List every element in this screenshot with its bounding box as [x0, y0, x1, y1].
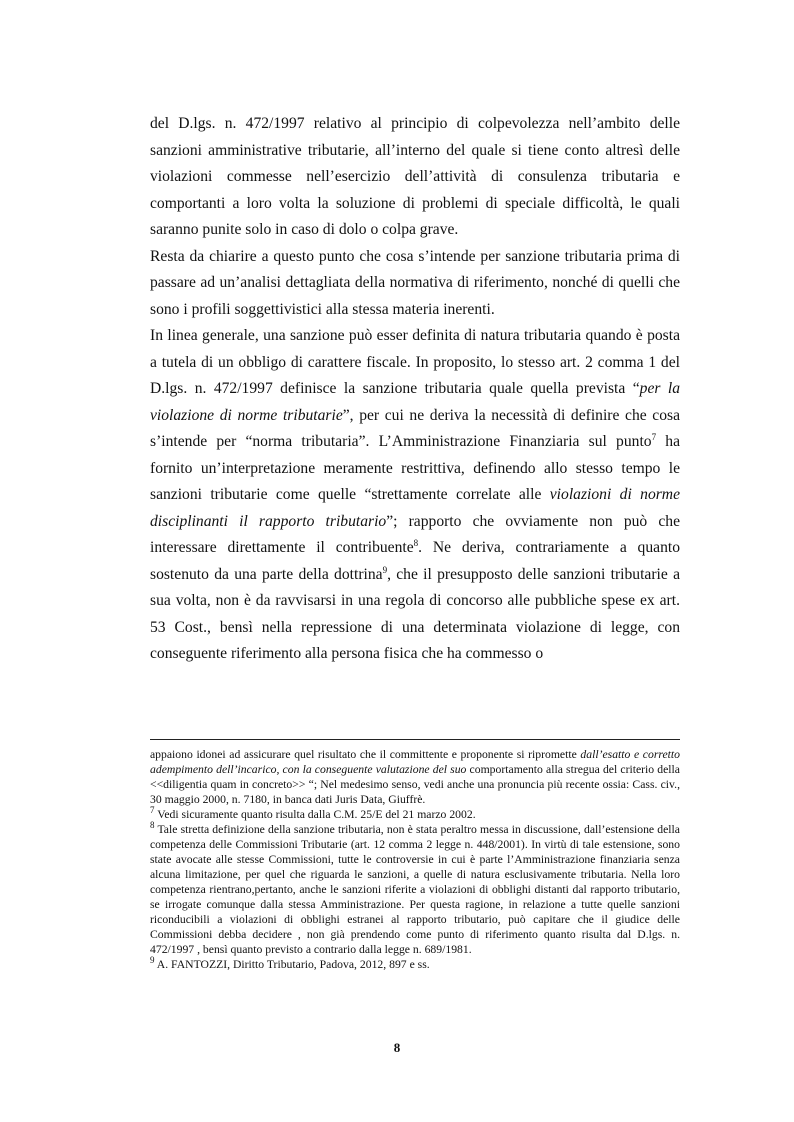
footnote-separator	[150, 739, 680, 740]
page-number: 8	[393, 1040, 401, 1055]
footnote-8	[150, 822, 680, 957]
footnote-continuation-part-c: comportamento alla stregua del criterio della <<diligentia quam in concreto>> “; Nel medesimo senso, vedi anche una pronuncia più recente ossia: Cass. civ., 30 maggio 2000, n. 7180, in banca dati Juris Data, Giuffrè.	[150, 763, 680, 806]
footnote-7	[150, 807, 680, 822]
paragraph-3-part-d: ha fornito un’interpretazione meramente restrittiva, definendo allo stesso tempo le sanzioni tributarie come quelle “strettamente correlate alle	[150, 433, 680, 503]
quote-rapporto-tributario: violazioni di norme disciplinanti il rapporto tributario	[150, 486, 680, 530]
footnote-7-number: 7	[150, 805, 155, 816]
footnote-9-text: A. FANTOZZI, Diritto Tributario, Padova, 2012, 897 e ss.	[154, 958, 430, 971]
paragraph-3	[150, 323, 680, 668]
paragraph-3-part-g: . Ne deriva, contrariamente a quanto sostenuto da una parte della dottrina	[150, 539, 680, 583]
footnote-7-text: Vedi sicuramente quanto risulta dalla C.M. 25/E del 21 marzo 2002.	[154, 808, 476, 821]
paragraph-1: del D.lgs. n. 472/1997 relativo al principio di colpevolezza nell’ambito delle sanzioni amministrative tributarie, all’interno del quale si tiene conto altresì delle violazioni commesse nell’esercizio dell’attività di consulenza tributaria e comportanti a loro volta la soluzione di problemi di speciale difficoltà, le quali saranno punite solo in caso di dolo o colpa grave.	[150, 115, 680, 238]
footnote-continuation	[150, 747, 680, 807]
paragraph-3-part-c: ”, per cui ne deriva la necessità di definire che cosa s’intende per “norma tributaria”. L’Amministrazione Finanziaria sul punto	[150, 406, 681, 450]
paragraph-2: Resta da chiarire a questo punto che cosa s’intende per sanzione tributaria prima di passare ad un’analisi dettagliata della normativa di riferimento, nonché di quelli che sono i profili soggettivistici alla stessa materia inerenti.	[150, 247, 680, 318]
paragraph-3-part-f: ”; rapporto che ovviamente non può che interessare direttamente il contribuente	[150, 512, 681, 556]
footnote-ref-7: 7	[651, 431, 657, 442]
footnote-continuation-italic: dall’esatto e corretto adempimento dell’incarico, con la conseguente valutazione del suo	[150, 748, 681, 776]
footnotes	[150, 747, 680, 972]
footnote-continuation-part-a: appaiono idonei ad assicurare quel risultato che il committente e proponente si ripromette	[150, 748, 581, 761]
footnote-ref-8: 8	[413, 537, 419, 548]
paragraph-3-part-h: , che il presupposto delle sanzioni tributarie a sua volta, non è da ravvisarsi in una regola di concorso alle pubbliche spese ex art. 53 Cost., bensì nella repressione di una determinata violazione di legge, con conseguente riferimento alla persona fisica che ha commesso o	[150, 565, 680, 662]
footnote-8-text: Tale stretta definizione della sanzione tributaria, non è stata peraltro messa in discussione, dall’estensione della competenza delle Commissioni Tributarie (art. 12 comma 2 legge n. 448/2001). In virtù di tale estensione, sono state avocate alle stesse Commissioni, tutte le controversie in cui è parte l’Amministrazione finanziaria senza alcuna limitazione, per quel che riguarda le sanzioni, a quelle di natura esclusivamente tributaria. Nella loro competenza rientrano,pertanto, anche le sanzioni riferite a violazioni di obblighi distanti dal rapporto tributario, se irrogate comunque dalla stessa Amministrazione. Per questa ragione, in relazione a tutte quelle sanzioni riconducibili a violazioni di obblighi estranei al rapporto tributario, può capitare che il giudice delle Commissioni debba decidere , non già prendendo come punto di riferimento quanto risulta dal D.lgs. n. 472/1997 , bensì quanto previsto a contrario dalla legge n. 689/1981.	[150, 823, 680, 956]
footnote-8-number: 8	[150, 820, 155, 831]
footnote-ref-9: 9	[382, 564, 388, 575]
footnote-9	[150, 957, 680, 972]
footnote-9-number: 9	[150, 955, 155, 966]
main-text	[150, 111, 680, 668]
quote-norme-tributarie: per la violazione di norme tributarie	[150, 380, 680, 424]
paragraph-3-part-a: In linea generale, una sanzione può esser definita di natura tributaria quando è posta a tutela di un obbligo di carattere fiscale. In proposito, lo stesso art. 2 comma 1 del D.lgs. n. 472/1997 definisce la sanzione tributaria quale quella prevista “	[150, 327, 680, 397]
